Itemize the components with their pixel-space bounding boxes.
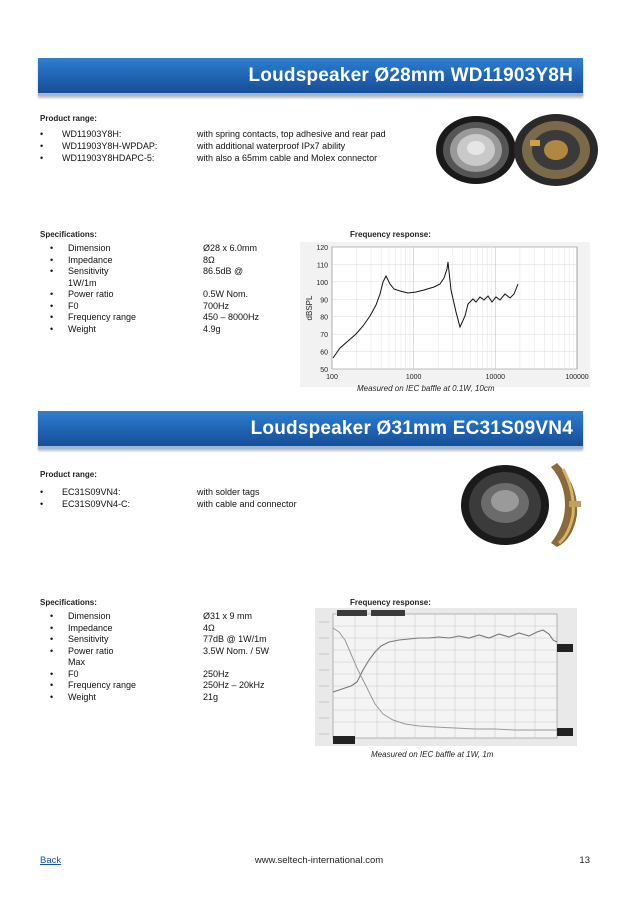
product-photo-ec31s09vn4 [455, 455, 595, 550]
section1-title: Loudspeaker Ø28mm WD11903Y8H [248, 65, 573, 86]
spec-value: 3.5W Nom. / 5W [203, 645, 270, 656]
bullet: • [50, 323, 54, 334]
product-photo-wd11903y8h [430, 100, 600, 190]
product-desc: with spring contacts, top adhesive and rear pad [197, 129, 386, 139]
spec-label: F0 [68, 300, 79, 311]
chart-plot-area [332, 247, 577, 369]
spec-row [50, 669, 269, 681]
chart-ytick-label: 60 [320, 349, 328, 357]
list-item [40, 486, 297, 498]
page-number: 13 [579, 855, 590, 866]
bullet: • [40, 129, 44, 139]
bullet: • [40, 153, 44, 163]
spec-continuation: 1W/1m [68, 277, 97, 288]
spec-row [50, 692, 269, 704]
bullet: • [40, 499, 44, 509]
spec-label: Power ratio [68, 289, 114, 299]
frequency-response-chart-1 [300, 242, 590, 387]
spec-row [50, 266, 259, 278]
spec-label: Weight [68, 691, 96, 702]
spec-value: 4Ω [203, 622, 215, 633]
bullet: • [50, 645, 54, 656]
list-item [40, 128, 386, 140]
spec-value: 8Ω [203, 254, 215, 265]
chart-plot-area [333, 614, 557, 738]
section2-caption: Measured on IEC baffle at 1W, 1m [371, 750, 494, 759]
chart-ytick-label: 110 [316, 262, 328, 270]
bullet: • [50, 300, 54, 311]
bullet: • [50, 243, 54, 253]
product-desc: with cable and connector [197, 499, 297, 509]
product-desc: with also a 65mm cable and Molex connector [197, 153, 378, 163]
section1-product-list [40, 128, 386, 164]
spec-row [50, 646, 269, 658]
list-item [40, 498, 297, 510]
spec-label: Sensitivity [68, 266, 109, 276]
chart-ytick-label: 100 [316, 279, 328, 287]
spec-row [50, 611, 269, 623]
spec-row [50, 324, 259, 336]
bullet: • [50, 680, 54, 690]
spec-value: Ø31 x 9 mm [203, 611, 253, 621]
spec-row [50, 680, 269, 692]
spec-label: Sensitivity [68, 634, 109, 644]
section2-specifications-label: Specifications: [40, 598, 97, 607]
spec-label: Impedance [68, 254, 113, 265]
footer-url: www.seltech-international.com [254, 855, 384, 866]
spec-row [50, 301, 259, 313]
chart-xtick-label: 1000 [405, 374, 422, 381]
chart-ylabel: dBSPL [305, 295, 314, 321]
bullet: • [50, 254, 54, 265]
section1-frequency-label: Frequency response: [350, 230, 431, 239]
section1-specifications-label: Specifications: [40, 230, 97, 239]
spec-label: F0 [68, 668, 79, 679]
bullet: • [50, 691, 54, 702]
bullet: • [50, 611, 54, 621]
spec-value: 4.9g [203, 323, 221, 334]
chart-xtick-label: 10000 [485, 374, 506, 381]
section1-spec-list [50, 243, 259, 335]
spec-row-continuation [50, 657, 269, 669]
spec-row [50, 243, 259, 255]
spec-value: 700Hz [203, 300, 230, 311]
chart-ytick-label: 80 [320, 314, 328, 322]
section2-spec-list [50, 611, 269, 703]
chart-ytick-label: 90 [320, 297, 328, 305]
spec-value: 250Hz [203, 668, 230, 679]
bullet: • [40, 141, 44, 151]
spec-continuation: Max [68, 657, 86, 667]
spec-value: 250Hz – 20kHz [203, 680, 265, 690]
spec-value: 77dB @ 1W/1m [203, 634, 267, 644]
section1-product-range-label: Product range: [40, 114, 97, 123]
bullet: • [50, 266, 54, 276]
section2-title: Loudspeaker Ø31mm EC31S09VN4 [250, 418, 573, 439]
spec-value: 21g [203, 691, 219, 702]
section2-product-range-label: Product range: [40, 470, 97, 479]
spec-row [50, 289, 259, 301]
section2-frequency-label: Frequency response: [350, 598, 431, 607]
chart-ytick-label: 120 [316, 245, 328, 252]
frequency-response-chart-2 [315, 608, 577, 746]
bullet: • [50, 312, 54, 322]
section1-banner [38, 58, 583, 96]
spec-row [50, 634, 269, 646]
spec-row [50, 623, 269, 635]
chart-ytick-label: 70 [320, 332, 328, 340]
bullet: • [50, 622, 54, 633]
spec-row-continuation [50, 278, 259, 290]
spec-label: Power ratio [68, 645, 114, 656]
spec-label: Frequency range [68, 312, 137, 322]
spec-row [50, 255, 259, 267]
spec-label: Weight [68, 323, 96, 334]
product-desc: with solder tags [197, 487, 260, 497]
back-link[interactable]: Back [40, 855, 62, 866]
bullet: • [50, 289, 54, 299]
spec-label: Frequency range [68, 680, 137, 690]
section1-caption: Measured on IEC baffle at 0.1W, 10cm [357, 384, 495, 393]
chart-xtick-label: 100 [326, 374, 338, 381]
product-code: WD11903Y8HDAPC-5: [62, 153, 155, 163]
bullet: • [40, 487, 44, 497]
product-code: EC31S09VN4: [62, 487, 121, 497]
spec-value: 86.5dB @ [203, 266, 244, 276]
product-code: WD11903Y8H: [62, 129, 122, 139]
product-desc: with additional waterproof IPx7 ability [197, 141, 346, 151]
spec-label: Dimension [68, 611, 111, 621]
list-item [40, 140, 386, 152]
spec-value: 0.5W Nom. [203, 289, 249, 299]
section2-product-list [40, 486, 297, 510]
bullet: • [50, 668, 54, 679]
product-code: EC31S09VN4-C: [62, 499, 131, 509]
section2-banner [38, 411, 583, 449]
spec-label: Impedance [68, 622, 113, 633]
chart-ytick-label: 50 [320, 367, 328, 374]
spec-value: Ø28 x 6.0mm [203, 243, 258, 253]
chart-xtick-label: 100000 [565, 374, 589, 381]
product-code: WD11903Y8H-WPDAP: [62, 141, 158, 151]
spec-row [50, 312, 259, 324]
spec-label: Dimension [68, 243, 111, 253]
bullet: • [50, 634, 54, 644]
list-item [40, 152, 386, 164]
spec-value: 450 – 8000Hz [203, 312, 260, 322]
